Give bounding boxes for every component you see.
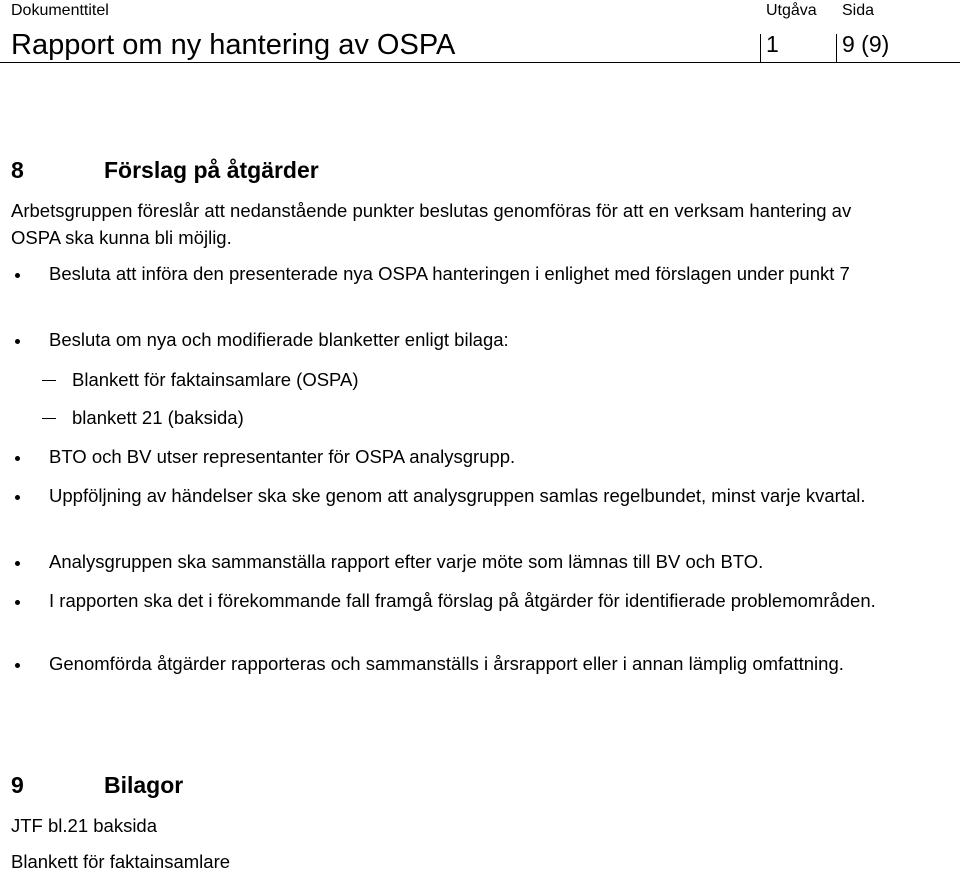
issue-value: 1 xyxy=(766,31,779,57)
list-item: Besluta om nya och modifierade blanketter enligt bilaga: xyxy=(49,329,509,350)
page-value: 9 (9) xyxy=(842,31,890,57)
section-8-intro: Arbetsgruppen föreslår att nedanstående punkter beslutas genomföras för att en verksam hantering av OSPA ska kunna bli möjlig. xyxy=(11,200,852,248)
header-separator xyxy=(836,34,837,62)
section-8-number: 8 xyxy=(11,157,24,183)
document-title: Rapport om ny hantering av OSPA xyxy=(11,29,456,61)
attachment-item: Blankett för faktainsamlare xyxy=(11,851,231,872)
dash-icon xyxy=(42,418,56,419)
bullet-icon xyxy=(15,663,20,668)
bullet-icon xyxy=(15,561,20,566)
sub-list-item: blankett 21 (baksida) xyxy=(72,407,244,428)
header-separator xyxy=(760,34,761,62)
bullet-icon xyxy=(15,600,20,605)
bullet-icon xyxy=(15,273,20,278)
section-8-title: Förslag på åtgärder xyxy=(104,157,319,183)
attachment-item: JTF bl.21 baksida xyxy=(11,815,158,836)
list-item: I rapporten ska det i förekommande fall framgå förslag på åtgärder för identifierade problemområden. xyxy=(49,590,876,611)
section-9-number: 9 xyxy=(11,772,24,798)
list-item: Besluta att införa den presenterade nya OSPA hanteringen i enlighet med förslagen under punkt 7 xyxy=(49,263,850,284)
bullet-icon xyxy=(15,339,20,344)
list-item: Uppföljning av händelser ska ske genom att analysgruppen samlas regelbundet, minst varje kvartal. xyxy=(49,485,866,506)
sub-list-item: Blankett för faktainsamlare (OSPA) xyxy=(72,369,359,390)
bullet-icon xyxy=(15,456,20,461)
list-item: Analysgruppen ska sammanställa rapport efter varje möte som lämnas till BV och BTO. xyxy=(49,551,764,572)
list-item: BTO och BV utser representanter för OSPA analysgrupp. xyxy=(49,446,516,467)
issue-label: Utgåva xyxy=(766,2,817,19)
dash-icon xyxy=(42,380,56,381)
section-9-title: Bilagor xyxy=(104,772,184,798)
header-rule xyxy=(0,62,960,63)
bullet-icon xyxy=(15,495,20,500)
doc-title-label: Dokumenttitel xyxy=(11,2,109,19)
page-label: Sida xyxy=(842,2,875,19)
list-item: Genomförda åtgärder rapporteras och sammanställs i årsrapport eller i annan lämplig omfattning. xyxy=(49,653,844,674)
